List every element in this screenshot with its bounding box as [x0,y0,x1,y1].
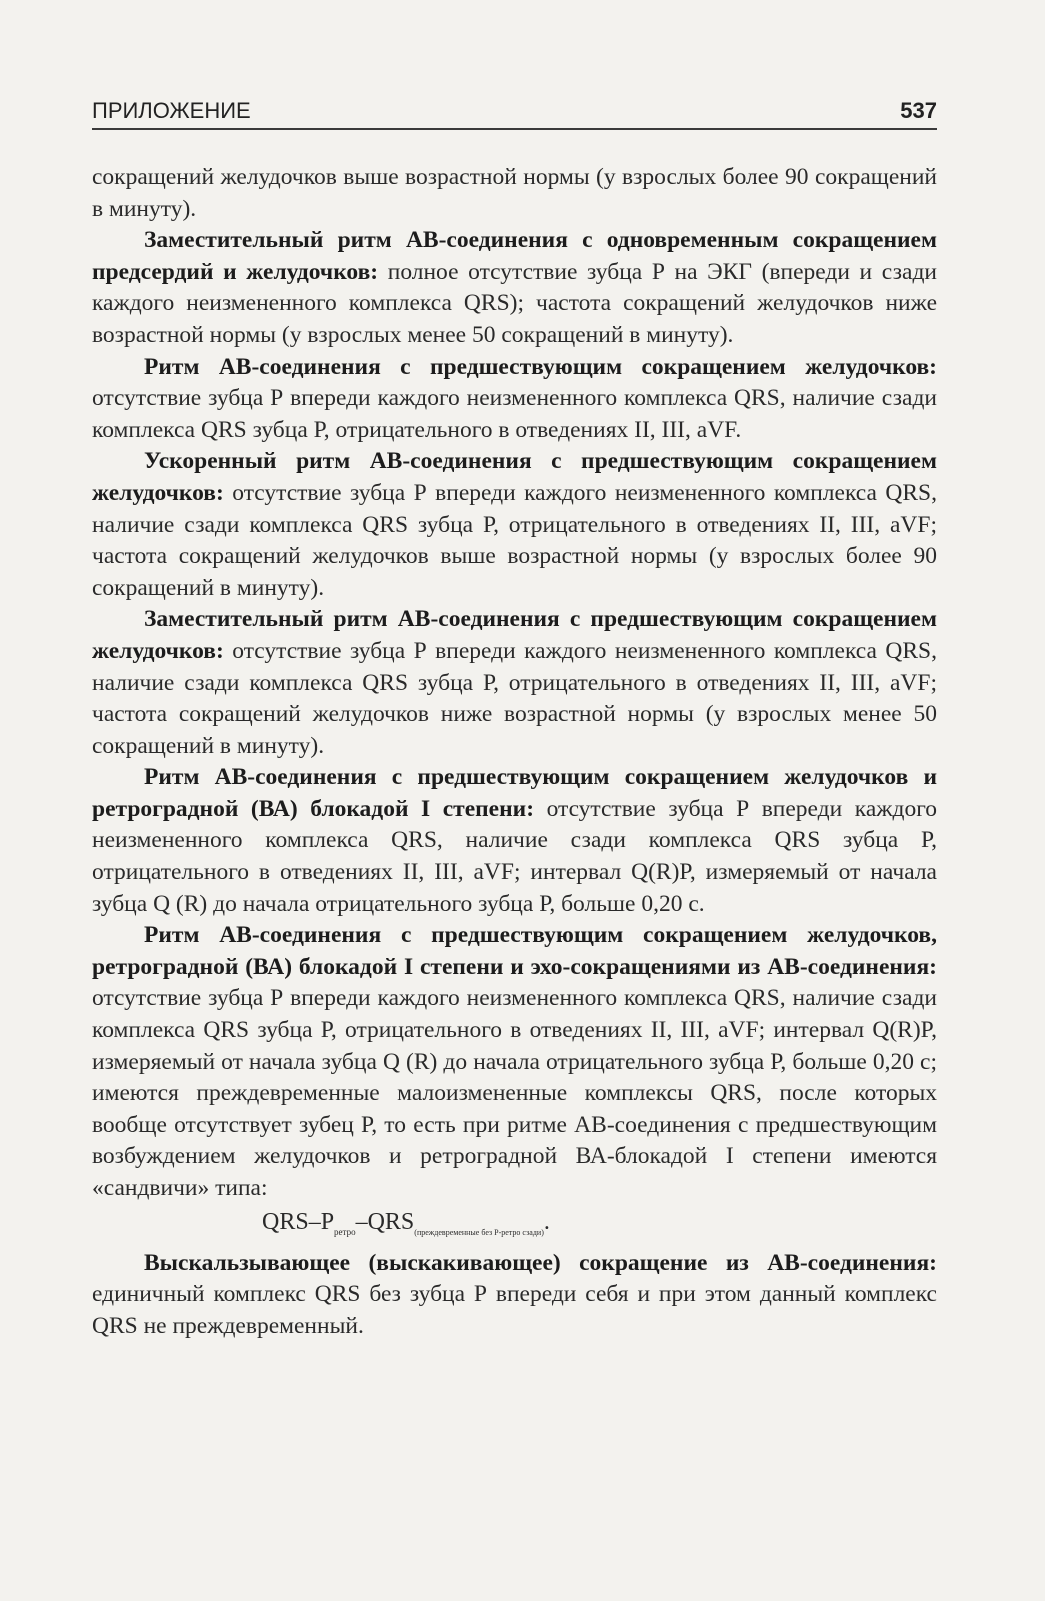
paragraph [92,762,937,920]
formula-part: –QRS [355,1208,415,1235]
paragraph-continuation [92,162,937,225]
paragraph [92,352,937,447]
paragraph-text: отсутствие зубца Р впереди каждого неизмененного комплекса QRS, наличие сзади комплекса QRS зубца Р, отрицательного в отведениях II, III, aVF; частота сокращений желудочков выше возрастной нормы (у взрослых более 90 сокращений в минуту). [92,479,937,601]
page-number: 537 [900,98,937,123]
running-header [92,98,937,130]
document-body [92,162,937,1342]
paragraph-text: сокращений желудочков выше возрастной нормы (у взрослых более 90 сокращений в минуту). [92,164,937,222]
paragraph [92,604,937,762]
term-heading: Ритм АВ-соединения с предшествующим сокращением желудочков, ретроградной (ВА) блокадой I степени и эхо-сокращениями из АВ-соединения: [92,922,937,980]
paragraph [92,446,937,604]
paragraph [92,1248,937,1343]
paragraph [92,225,937,351]
paragraph [92,920,937,1204]
term-heading: Ритм АВ-соединения с предшествующим сокращением желудочков: [144,353,937,380]
term-heading: Выскальзывающее (выскакивающее) сокращение из АВ-соединения: [144,1249,937,1276]
term-heading: Заместительный ритм АВ-соединения с одновременным сокращением предсердий и желудочков: [92,227,937,285]
term-heading: Ритм АВ-соединения с предшествующим сокращением желудочков и ретроградной (ВА) блокадой I степени: [92,764,937,822]
term-heading: Заместительный ритм АВ-соединения с предшествующим сокращением желудочков: [92,606,937,664]
formula-subscript: ретро [334,1226,356,1237]
formula-subscript: (преждевременные без P-ретро сзади) [414,1227,544,1237]
document-page [92,98,937,1342]
paragraph-text: единичный комплекс QRS без зубца Р впереди себя и при этом данный комплекс QRS не преждевременный. [92,1281,937,1339]
paragraph-text: отсутствие зубца Р впереди каждого неизмененного комплекса QRS, наличие сзади комплекса QRS зубца Р, отрицательного в отведениях II, III, aVF. [92,385,937,443]
paragraph-text: отсутствие зубца Р впереди каждого неизмененного комплекса QRS, наличие сзади комплекса QRS зубца Р, отрицательного в отведениях II, III, aVF; интервал Q(R)P, измеряемый от начала зубца Q (R) до начала отрицательного зубца Р, больше 0,20 с; имеются преждевременные малоизмененные комплексы QRS, после которых вообще отсутствует зубец Р, то есть при ритме АВ-соединения с предшествующим возбуждением желудочков и ретроградной ВА-блокадой I степени имеются «сандвичи» типа: [92,985,937,1201]
formula-tail: . [543,1208,550,1235]
paragraph-text: полное отсутствие зубца Р на ЭКГ (впереди и сзади каждого неизмененного комплекса QRS); частота сокращений желудочков ниже возрастной нормы (у взрослых менее 50 сокращений в минуту). [92,258,937,348]
paragraph-text: отсутствие зубца Р впереди каждого неизмененного комплекса QRS, наличие сзади комплекса QRS зубца Р, отрицательного в отведениях II, III, aVF; частота сокращений желудочков ниже возрастной нормы (у взрослых менее 50 сокращений в минуту). [92,637,937,759]
formula [262,1207,937,1248]
section-title: ПРИЛОЖЕНИЕ [92,98,251,123]
paragraph-text: отсутствие зубца Р впереди каждого неизмененного комплекса QRS, наличие сзади комплекса QRS зубца Р, отрицательного в отведениях II, III, aVF; интервал Q(R)P, измеряемый от начала зубца Q (R) до начала отрицательного зубца Р, больше 0,20 с. [92,795,938,917]
formula-part: QRS–P [262,1208,335,1235]
term-heading: Ускоренный ритм АВ-соединения с предшествующим сокращением желудочков: [92,448,937,506]
